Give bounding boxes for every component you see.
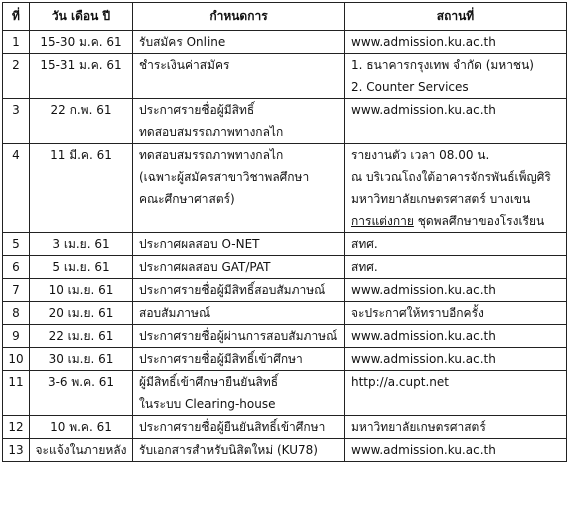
- row-task: [133, 256, 345, 279]
- row-place: [345, 99, 567, 144]
- table-row: [3, 371, 567, 416]
- table-row: [3, 256, 567, 279]
- row-date: 15-30 ม.ค. 61: [30, 31, 133, 54]
- schedule-body: [3, 31, 567, 462]
- row-place: [345, 348, 567, 371]
- table-row: [3, 439, 567, 462]
- place-line: www.admission.ku.ac.th: [351, 103, 496, 117]
- row-date: 10 พ.ค. 61: [30, 416, 133, 439]
- place-line: รายงานตัว เวลา 08.00 น.: [351, 148, 490, 162]
- row-number: 5: [3, 233, 30, 256]
- row-task: [133, 371, 345, 416]
- row-task: [133, 302, 345, 325]
- place-line: 2. Counter Services: [351, 80, 469, 94]
- table-row: [3, 416, 567, 439]
- dress-code-label: การแต่งกาย: [351, 214, 414, 228]
- task-line: ทดสอบสมรรถภาพทางกลไก: [139, 148, 284, 162]
- row-place: [345, 233, 567, 256]
- place-line: http://a.cupt.net: [351, 375, 449, 389]
- place-line: www.admission.ku.ac.th: [351, 352, 496, 366]
- dress-code-value: ชุดพลศึกษาของโรงเรียน: [413, 214, 545, 228]
- task-line: ประกาศรายชื่อผู้มีสิทธิ์สอบสัมภาษณ์: [139, 283, 326, 297]
- table-row: [3, 54, 567, 99]
- place-line: [351, 210, 560, 232]
- row-date: 20 เม.ย. 61: [30, 302, 133, 325]
- row-number: 9: [3, 325, 30, 348]
- row-number: 6: [3, 256, 30, 279]
- row-number: 10: [3, 348, 30, 371]
- task-line: ประกาศผลสอบ GAT/PAT: [139, 260, 271, 274]
- row-task: [133, 99, 345, 144]
- row-task: [133, 279, 345, 302]
- row-number: 7: [3, 279, 30, 302]
- table-row: [3, 325, 567, 348]
- row-task: [133, 54, 345, 99]
- task-line: คณะศึกษาศาสตร์): [139, 192, 235, 206]
- place-line: www.admission.ku.ac.th: [351, 283, 496, 297]
- row-place: [345, 325, 567, 348]
- place-line: www.admission.ku.ac.th: [351, 35, 496, 49]
- row-number: 1: [3, 31, 30, 54]
- row-number: 11: [3, 371, 30, 416]
- place-line: มหาวิทยาลัยเกษตรศาสตร์ บางเขน: [351, 192, 531, 206]
- task-line: ในระบบ Clearing-house: [139, 397, 276, 411]
- place-line: จะประกาศให้ทราบอีกครั้ง: [351, 306, 484, 320]
- header-row: [3, 3, 567, 31]
- row-place: [345, 439, 567, 462]
- place-line: www.admission.ku.ac.th: [351, 329, 496, 343]
- task-line: ประกาศผลสอบ O-NET: [139, 237, 260, 251]
- row-place: [345, 256, 567, 279]
- row-date: 30 เม.ย. 61: [30, 348, 133, 371]
- row-place: [345, 279, 567, 302]
- header-task: กำหนดการ: [133, 3, 345, 31]
- task-line: (เฉพาะผู้สมัครสาขาวิชาพลศึกษา: [139, 170, 310, 184]
- table-row: [3, 279, 567, 302]
- row-number: 8: [3, 302, 30, 325]
- place-line: ณ บริเวณโถงใต้อาคารจักรพันธ์เพ็ญศิริ: [351, 170, 551, 184]
- header-no: ที่: [3, 3, 30, 31]
- table-row: [3, 144, 567, 233]
- row-place: [345, 416, 567, 439]
- place-line: www.admission.ku.ac.th: [351, 443, 496, 457]
- task-line: ชำระเงินค่าสมัคร: [139, 58, 230, 72]
- row-task: [133, 348, 345, 371]
- row-date: 10 เม.ย. 61: [30, 279, 133, 302]
- row-date: 3-6 พ.ค. 61: [30, 371, 133, 416]
- row-task: [133, 416, 345, 439]
- header-date: วัน เดือน ปี: [30, 3, 133, 31]
- row-place: [345, 371, 567, 416]
- row-place: [345, 31, 567, 54]
- task-line: ประกาศรายชื่อผู้ผ่านการสอบสัมภาษณ์: [139, 329, 338, 343]
- row-task: [133, 233, 345, 256]
- row-place: [345, 302, 567, 325]
- row-date: จะแจ้งในภายหลัง: [30, 439, 133, 462]
- row-number: 2: [3, 54, 30, 99]
- row-date: 5 เม.ย. 61: [30, 256, 133, 279]
- place-line: สทศ.: [351, 260, 378, 274]
- task-line: รับสมัคร Online: [139, 35, 226, 49]
- task-line: รับเอกสารสำหรับนิสิตใหม่ (KU78): [139, 443, 318, 457]
- table-row: [3, 348, 567, 371]
- place-line: สทศ.: [351, 237, 378, 251]
- table-row: [3, 31, 567, 54]
- task-line: สอบสัมภาษณ์: [139, 306, 211, 320]
- task-line: ประกาศรายชื่อผู้ยืนยันสิทธิ์เข้าศึกษา: [139, 420, 326, 434]
- row-date: 22 ก.พ. 61: [30, 99, 133, 144]
- row-task: [133, 144, 345, 233]
- table-row: [3, 99, 567, 144]
- row-date: 22 เม.ย. 61: [30, 325, 133, 348]
- place-line: มหาวิทยาลัยเกษตรศาสตร์: [351, 420, 486, 434]
- task-line: ประกาศรายชื่อผู้มีสิทธิ์เข้าศึกษา: [139, 352, 303, 366]
- row-task: [133, 439, 345, 462]
- row-number: 12: [3, 416, 30, 439]
- row-date: 11 มี.ค. 61: [30, 144, 133, 233]
- row-date: 15-31 ม.ค. 61: [30, 54, 133, 99]
- schedule-table: [2, 2, 567, 462]
- task-line: ทดสอบสมรรถภาพทางกลไก: [139, 125, 284, 139]
- table-row: [3, 302, 567, 325]
- row-number: 13: [3, 439, 30, 462]
- row-task: [133, 31, 345, 54]
- table-row: [3, 233, 567, 256]
- row-number: 4: [3, 144, 30, 233]
- row-place: [345, 144, 567, 233]
- row-number: 3: [3, 99, 30, 144]
- place-line: 1. ธนาคารกรุงเทพ จำกัด (มหาชน): [351, 58, 534, 72]
- row-task: [133, 325, 345, 348]
- row-place: [345, 54, 567, 99]
- task-line: ประกาศรายชื่อผู้มีสิทธิ์: [139, 103, 255, 117]
- header-place: สถานที่: [345, 3, 567, 31]
- task-line: ผู้มีสิทธิ์เข้าศึกษายืนยันสิทธิ์: [139, 375, 279, 389]
- row-date: 3 เม.ย. 61: [30, 233, 133, 256]
